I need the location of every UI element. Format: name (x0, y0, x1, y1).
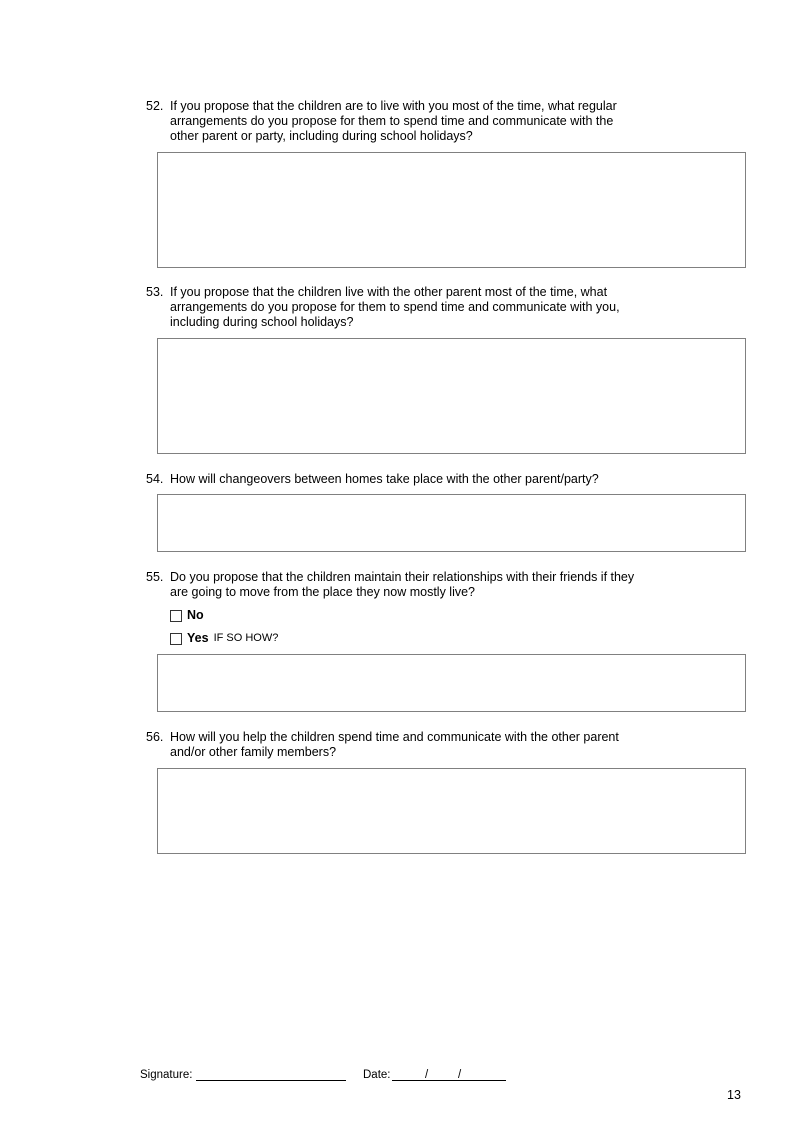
question-text-line: are going to move from the place they now mostly live? (170, 585, 476, 599)
question-52 (146, 99, 706, 144)
signature-line[interactable] (196, 1080, 346, 1081)
question-text-line: and/or other family members? (170, 745, 337, 759)
checkbox-no[interactable] (170, 610, 182, 622)
question-55 (146, 570, 706, 600)
answer-box-54[interactable] (157, 494, 746, 552)
question-text-line: including during school holidays? (170, 315, 354, 329)
checkbox-yes[interactable] (170, 633, 182, 645)
question-54 (146, 472, 706, 487)
question-number: 52. (146, 99, 164, 113)
answer-box-52[interactable] (157, 152, 746, 268)
question-text-line: How will changeovers between homes take place with the other parent/party? (170, 472, 599, 486)
question-text-line: arrangements do you propose for them to spend time and communicate with the (170, 114, 614, 128)
answer-box-53[interactable] (157, 338, 746, 454)
question-text-line: Do you propose that the children maintain their relationships with their friends if they (170, 570, 635, 584)
question-number: 56. (146, 730, 164, 744)
question-text-line: How will you help the children spend time and communicate with the other parent (170, 730, 619, 744)
question-text-line: If you propose that the children live with the other parent most of the time, what (170, 285, 608, 299)
option-label: No (187, 608, 204, 622)
answer-box-56[interactable] (157, 768, 746, 854)
question-56 (146, 730, 706, 760)
option-label: Yes (187, 631, 209, 645)
date-label: Date: (363, 1069, 391, 1081)
option-extra-text: IF SO HOW? (213, 632, 279, 644)
option-yes[interactable] (170, 631, 278, 646)
question-text-line: other parent or party, including during school holidays? (170, 129, 473, 143)
question-53 (146, 285, 706, 330)
page-number: 13 (727, 1088, 741, 1102)
date-line[interactable] (392, 1080, 506, 1081)
option-no[interactable] (170, 608, 204, 623)
answer-box-55[interactable] (157, 654, 746, 712)
date-separator: / (425, 1069, 429, 1081)
question-number: 54. (146, 472, 164, 486)
question-text-line: If you propose that the children are to live with you most of the time, what regular (170, 99, 617, 113)
question-number: 53. (146, 285, 164, 299)
question-text-line: arrangements do you propose for them to spend time and communicate with you, (170, 300, 620, 314)
signature-label: Signature: (140, 1069, 193, 1081)
question-number: 55. (146, 570, 164, 584)
date-separator: / (458, 1069, 462, 1081)
